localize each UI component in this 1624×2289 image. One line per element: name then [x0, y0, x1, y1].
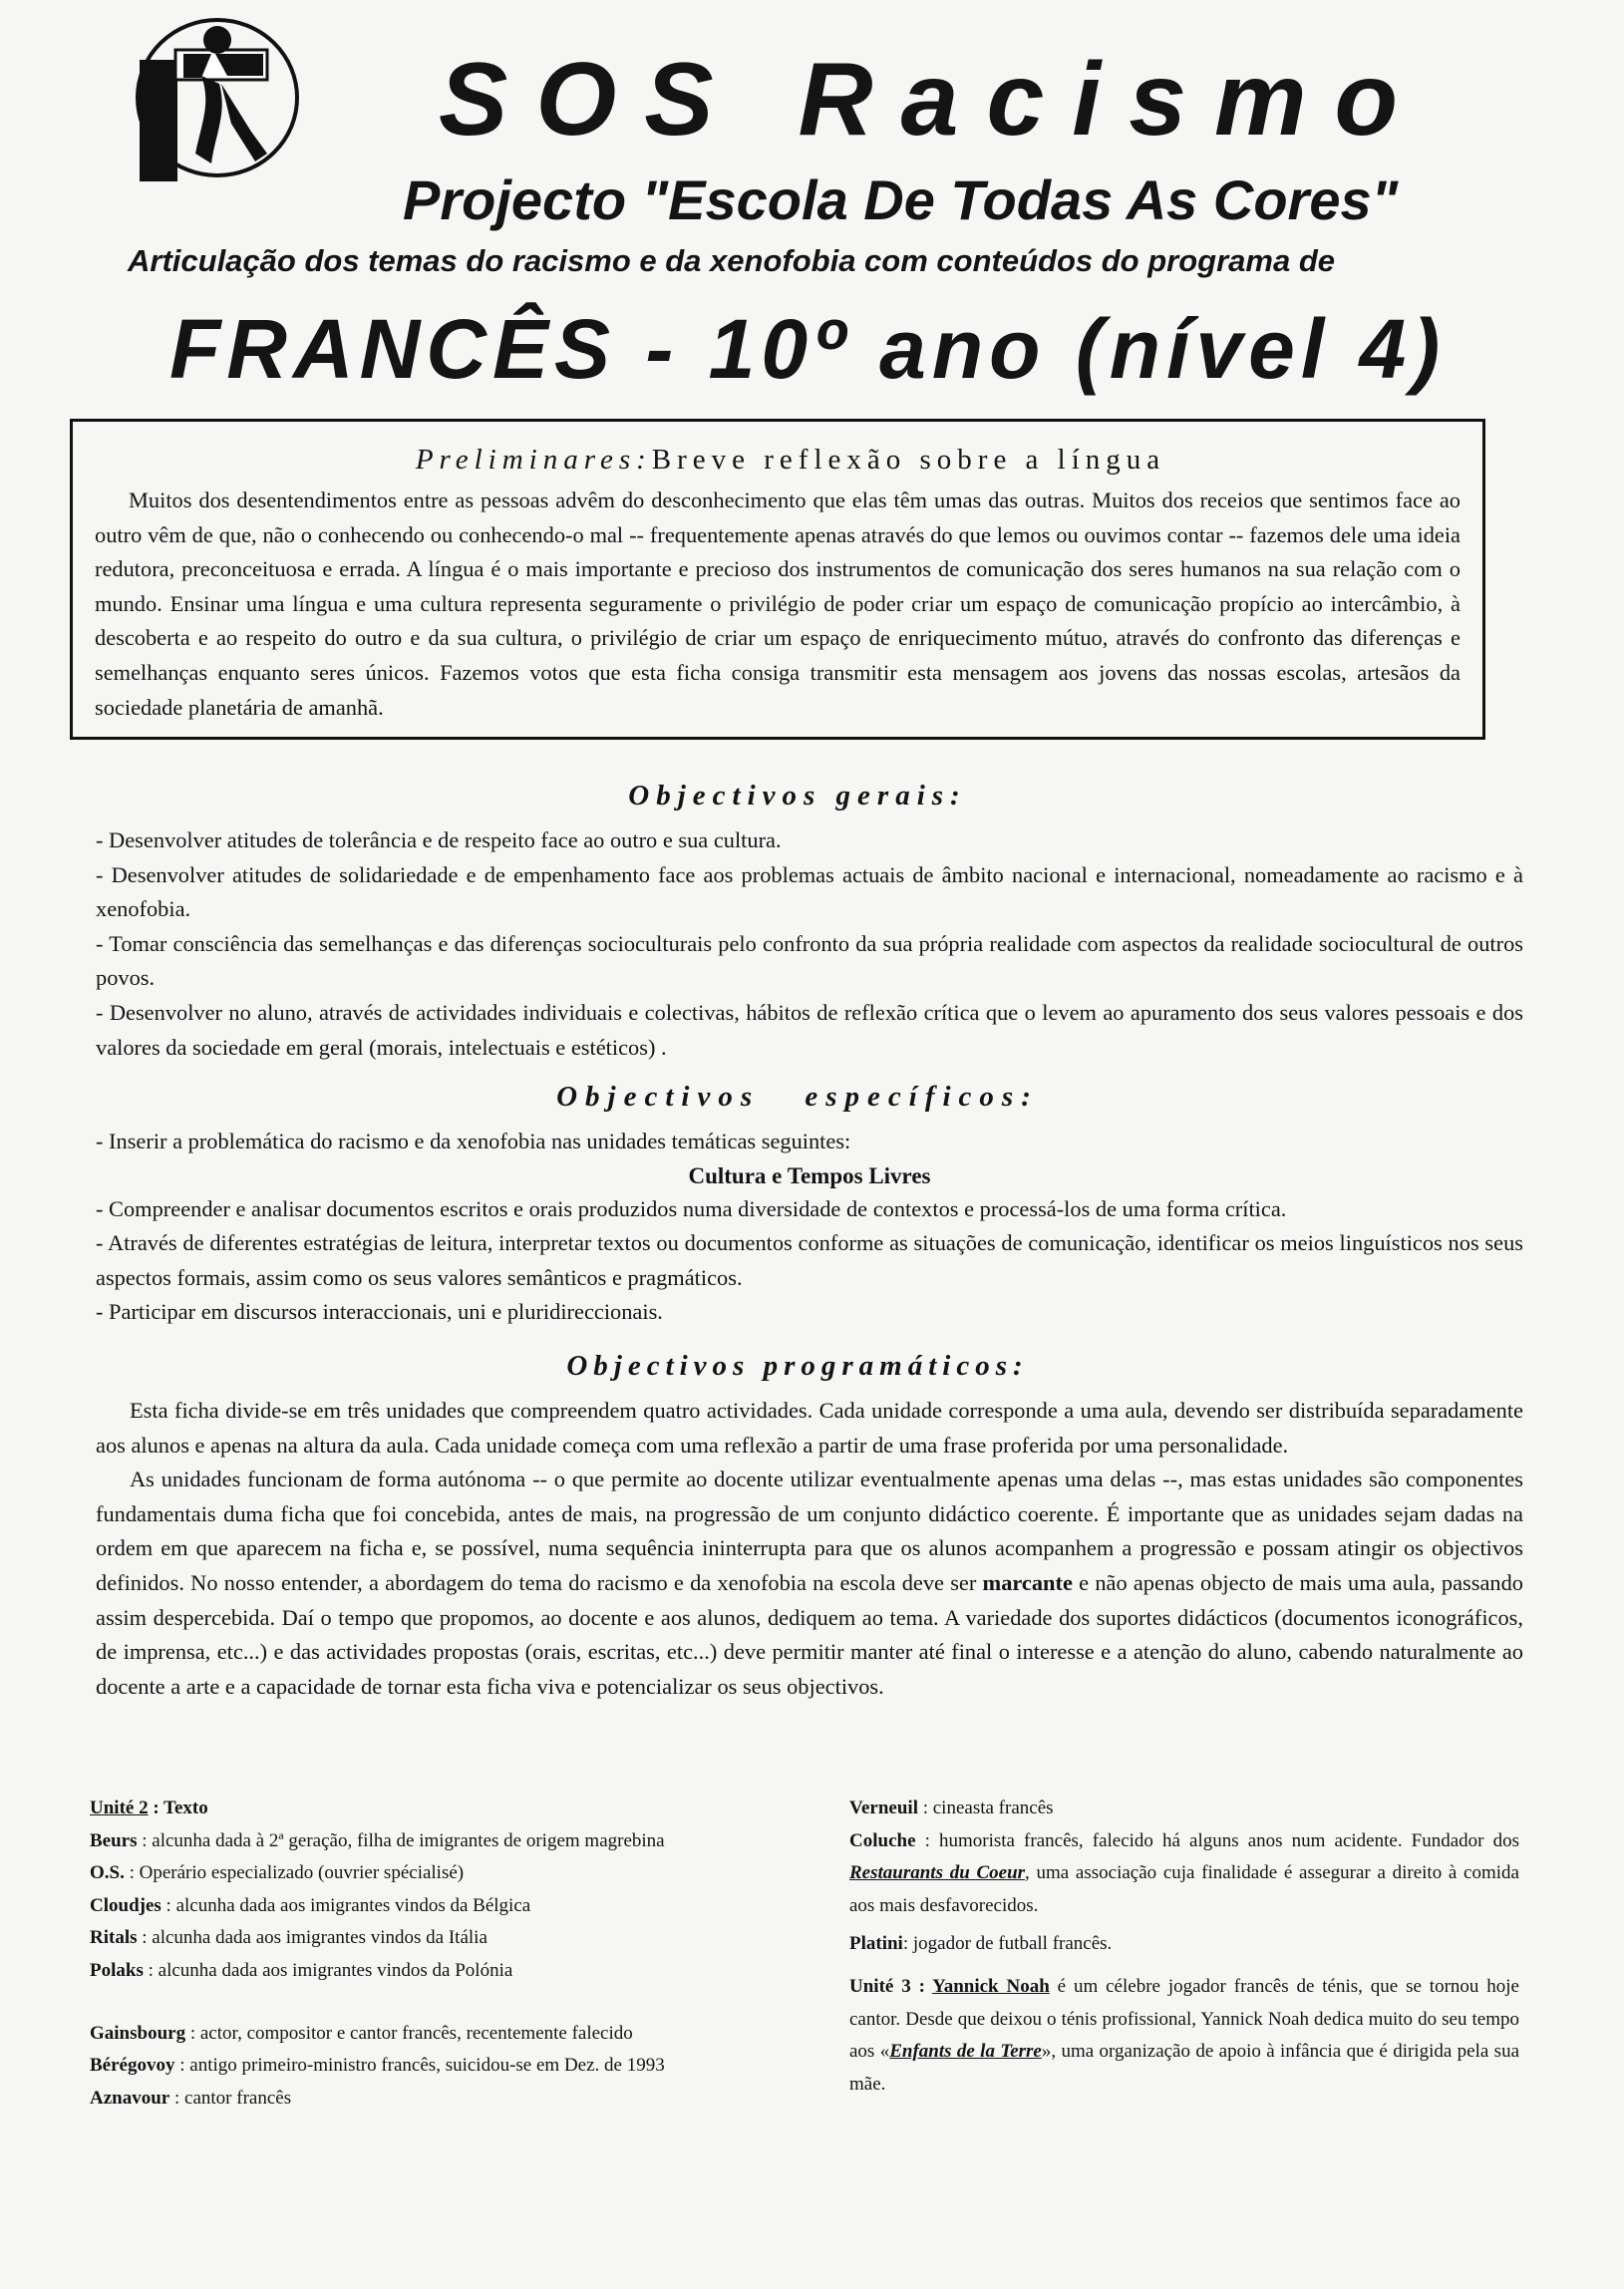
- project-title: Projecto "Escola De Todas As Cores": [403, 168, 1399, 231]
- glossary-item: [90, 1857, 827, 1890]
- glossary-term: Platini: [849, 1933, 903, 1955]
- preliminares-box: [70, 419, 1485, 740]
- glossary-item: [90, 1825, 827, 1858]
- list-item: - Tomar consciência das semelhanças e das diferenças socioculturais pelo confronto da sua própria realidade com aspectos da realidade sociocultural de outros povos.: [96, 930, 1523, 991]
- unit-heading: [90, 1793, 827, 1825]
- glossary-term: Gainsbourg: [90, 2022, 186, 2044]
- brand-title: SOS Racismo: [439, 42, 1427, 158]
- list-item: - Participar em discursos interaccionais, uni e pluridireccionais.: [96, 1299, 663, 1325]
- objectivos-gerais-list: [96, 823, 1523, 1065]
- paragraph-part: e não apenas objecto de mais uma aula, passando assim despercebida. Daí o tempo que propomos, ao docente e aos alunos, dediquem ao tema. A variedade dos suportes didácticos (documentos iconográficos, de imprensa, etc...) e das actividades propostas (orais, escritas, etc...) deve permitir manter até final o interesse e a atenção do aluno, cabendo naturalmente ao docente a arte e a capacidade de tornar esta ficha viva e potencializar os seus objectivos.: [96, 1569, 1523, 1699]
- unit-sep: :: [910, 1975, 933, 1997]
- course-title: FRANCÊS - 10º ano (nível 4): [169, 302, 1447, 396]
- emphasis-text: marcante: [982, 1569, 1073, 1595]
- glossary-item: [90, 2083, 827, 2116]
- glossary-term: Beurs: [90, 1829, 138, 1851]
- glossary-def: : alcunha dada aos imigrantes vindos da Itália: [137, 1927, 487, 1949]
- spacer: [90, 1988, 827, 2018]
- glossary-def: : actor, compositor e cantor francês, recentemente falecido: [185, 2022, 633, 2044]
- unit-label: Unité 3: [849, 1975, 911, 1997]
- glossary-def: : antigo primeiro-ministro francês, suicidou-se em Dez. de 1993: [174, 2055, 665, 2077]
- glossary-item: [90, 2050, 827, 2083]
- list-item: - Desenvolver atitudes de tolerância e de respeito face ao outro e sua cultura.: [96, 827, 782, 852]
- glossary-def: : alcunha dada aos imigrantes vindos da Polónia: [143, 1959, 513, 1981]
- glossary-def: : cineasta francês: [917, 1798, 1054, 1818]
- preliminares-title: Breve reflexão sobre a língua: [651, 444, 1166, 476]
- vitruvian-man-logo-icon: [132, 14, 303, 181]
- glossary-item: [849, 1928, 1519, 1961]
- glossary-def: », uma organização de apoio à infância que é dirigida pela sua mãe.: [849, 2041, 1520, 2095]
- preliminares-label: Preliminares:: [415, 444, 652, 476]
- glossary-item: [849, 1825, 1519, 1923]
- paragraph: Esta ficha divide-se em três unidades que compreendem quatro actividades. Cada unidade corresponde a uma aula, devendo ser distribuída separadamente aos alunos e apenas na altura da aula. Cada unidade começa com uma reflexão a partir de uma frase proferida por uma personalidade.: [96, 1398, 1523, 1458]
- objectivos-programaticos-heading: Objectivos programáticos:: [566, 1350, 1029, 1382]
- enfants-de-la-terre-text: Enfants de la Terre: [889, 2041, 1042, 2063]
- list-item: - Compreender e analisar documentos escritos e orais produzidos numa diversidade de contextos e processá-los de uma forma crítica.: [96, 1195, 1287, 1221]
- glossary-right: [849, 1793, 1519, 2101]
- yannick-noah-text: Yannick Noah: [932, 1975, 1050, 1997]
- glossary-item: [90, 1922, 827, 1955]
- glossary-term: Ritals: [90, 1927, 138, 1949]
- objectivos-especificos-list: [96, 1125, 1523, 1330]
- list-item: - Desenvolver no aluno, através de actividades individuais e colectivas, hábitos de reflexão crítica que o levem ao apuramento dos seus valores pessoais e dos valores da sociedade em geral (morais, intelectuais e estéticos) .: [96, 999, 1523, 1060]
- restaurants-du-coeur-text: Restaurants du Coeur: [849, 1862, 1026, 1884]
- glossary-def: : alcunha dada aos imigrantes vindos da Bélgica: [161, 1894, 531, 1916]
- glossary-def: , uma associação cuja finalidade é assegurar a direito à comida aos mais desfavorecidos.: [849, 1862, 1519, 1916]
- glossary-term: Aznavour: [90, 2087, 170, 2109]
- glossary-def: : alcunha dada à 2ª geração, filha de imigrantes de origem magrebina: [137, 1829, 665, 1851]
- paragraph-part: As unidades funcionam de forma autónoma -- o que permite ao docente utilizar eventualmente apenas uma delas --, mas estas unidades são componentes fundamentais duma ficha que foi concebida, antes de mais, na progressão de um conjunto didáctico coerente. É importante que as unidades sejam dadas na ordem em que aparecem na ficha e, se possível, numa sequência ininterrupta para que os alunos acompanhem a progressão e possam atingir os objectivos definidos. No nosso entender, a abordagem do tema do racismo e da xenofobia na escola deve ser: [96, 1467, 1523, 1595]
- glossary-term: Verneuil: [849, 1798, 918, 1818]
- glossary-item: [90, 1890, 827, 1923]
- theme-label: Cultura e Tempos Livres: [688, 1162, 931, 1188]
- unit-label: Unité 2: [90, 1798, 149, 1818]
- preliminares-heading: [121, 442, 1461, 478]
- glossary-def: : cantor francês: [169, 2087, 292, 2109]
- glossary-item: [849, 1971, 1519, 2101]
- subtitle: Articulação dos temas do racismo e da xenofobia com conteúdos do programa de: [128, 243, 1335, 278]
- objectivos-programaticos-text: [96, 1394, 1523, 1704]
- list-item: - Inserir a problemática do racismo e da xenofobia nas unidades temáticas seguintes:: [96, 1129, 851, 1153]
- preliminares-text: Muitos dos desentendimentos entre as pessoas advêm do desconhecimento que elas têm umas das outras. Muitos dos receios que sentimos face ao outro vêm de que, não o conhecendo ou conhecendo-o mal -- frequentemente apenas através do que lemos ou ouvimos contar -- fazemos dele uma ideia redutora, preconceituosa e errada. A língua é o mais importante e precioso dos instrumentos de comunicação dos seres humanos na sua relação com o mundo. Ensinar uma língua e uma cultura representa seguramente o privilégio de poder criar um espaço de comunicação propício ao intercâmbio, à descoberta e ao respeito do outro e da sua cultura, o privilégio de criar um espaço de enriquecimento mútuo, através do confronto das diferenças e semelhanças enquanto seres únicos. Fazemos votos que esta ficha consiga transmitir esta mensagem aos jovens das nossas escolas, artesãos da sociedade planetária de amanhã.: [95, 488, 1461, 720]
- glossary-item: [849, 1793, 1519, 1825]
- list-item: - Desenvolver atitudes de solidariedade e de empenhamento face aos problemas actuais de âmbito nacional e internacional, nomeadamente ao racismo e à xenofobia.: [96, 861, 1523, 922]
- glossary-def: : humorista francês, falecido há alguns anos num acidente. Fundador dos: [915, 1829, 1519, 1851]
- unit-rest: : Texto: [148, 1798, 208, 1818]
- glossary-item: [90, 1955, 827, 1988]
- list-item: - Através de diferentes estratégias de leitura, interpretar textos ou documentos conforme as situações de comunicação, identificar os meios linguísticos nos seus aspectos formais, assim como os seus valores semânticos e pragmáticos.: [96, 1230, 1523, 1290]
- paragraph: [96, 1463, 1523, 1704]
- glossary-def: : jogador de futball francês.: [902, 1933, 1113, 1955]
- glossary-def: : Operário especializado (ouvrier spécialisé): [124, 1862, 465, 1884]
- objectivos-gerais-heading: Objectivos gerais:: [628, 780, 967, 812]
- glossary-def: é um célebre jogador francês de ténis, que se tornou hoje cantor. Desde que deixou o ténis profissional, Yannick Noah dedica muito do seu tempo aos «: [849, 1975, 1519, 2063]
- glossary-term: Coluche: [849, 1829, 916, 1851]
- objectivos-especificos-heading: Objectivos específicos:: [556, 1081, 1039, 1113]
- glossary-left: [90, 1793, 827, 2115]
- glossary-term: O.S.: [90, 1862, 125, 1884]
- glossary-term: Bérégovoy: [90, 2055, 175, 2077]
- glossary-term: Polaks: [90, 1959, 144, 1981]
- glossary-term: Cloudjes: [90, 1894, 162, 1916]
- glossary-item: [90, 2018, 827, 2051]
